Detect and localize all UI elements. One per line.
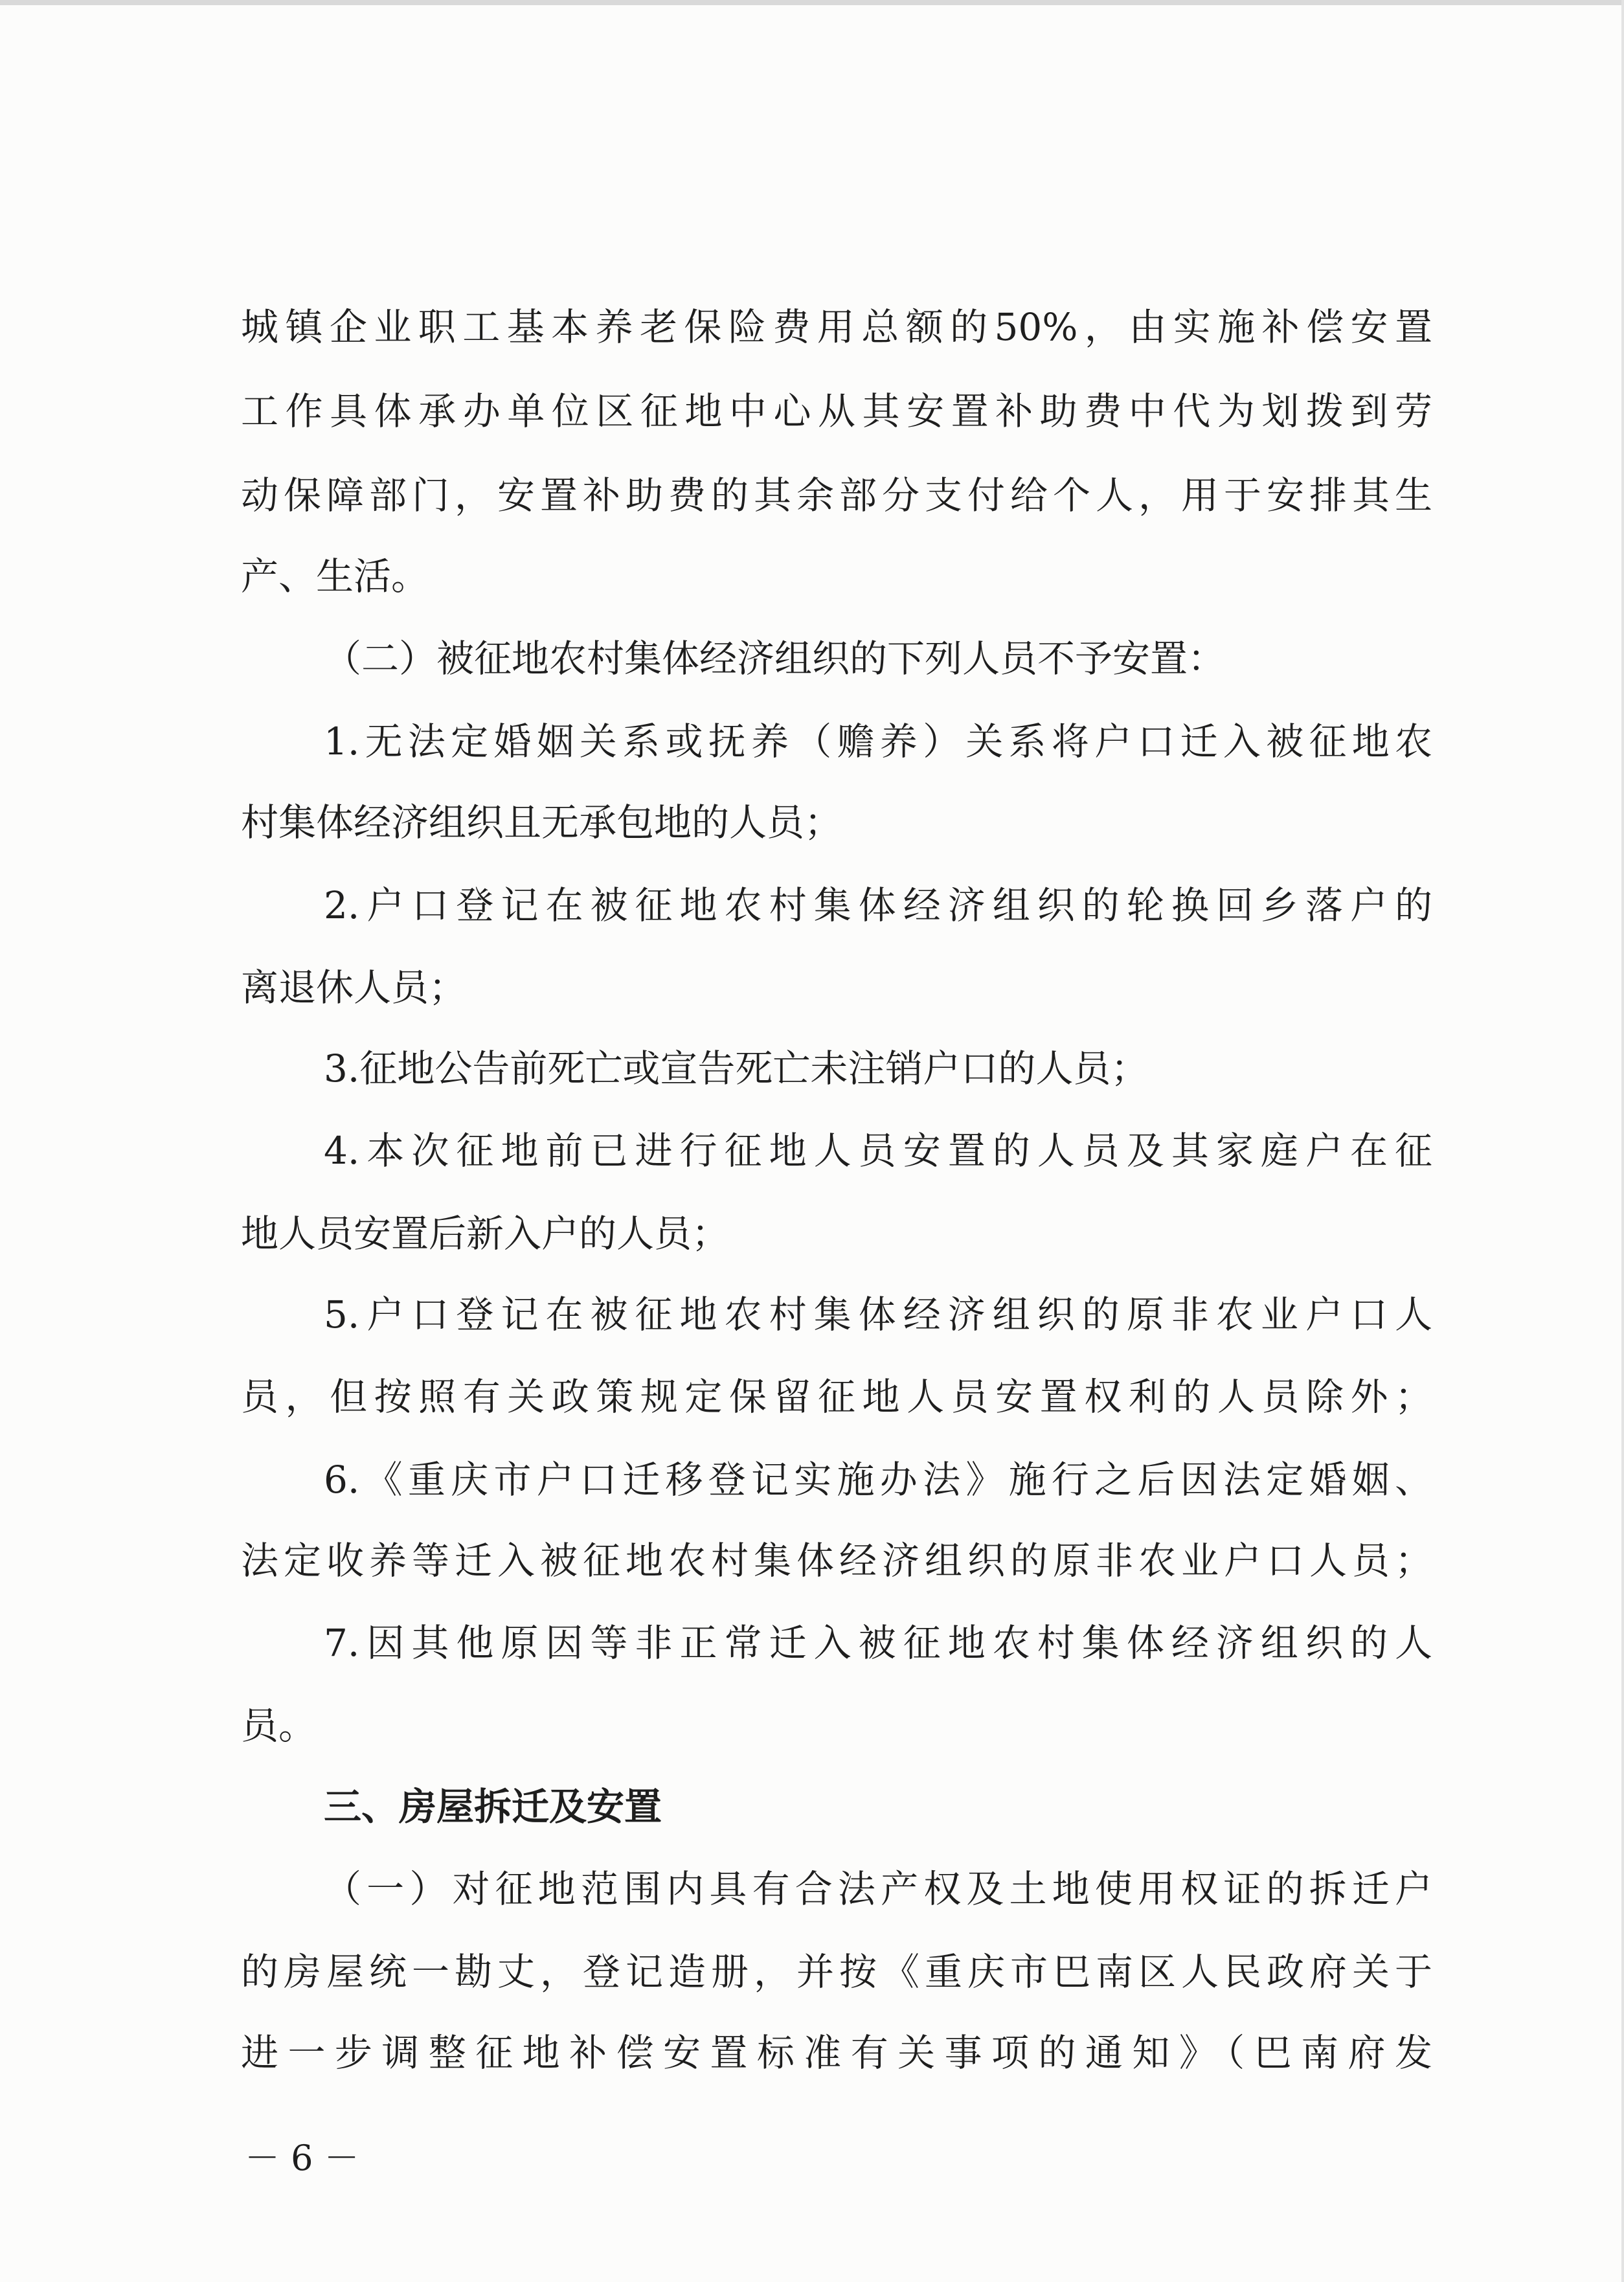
section-subheading: （二）被征地农村集体经济组织的下列人员不予安置： xyxy=(324,637,1226,681)
list-item-line: 5.户口登记在被征地农村集体经济组织的原非农业户口人 xyxy=(324,1293,1432,1337)
list-item-line: 7.因其他原因等非正常迁入被征地农村集体经济组织的人 xyxy=(324,1621,1432,1665)
text-line: 的房屋统一勘丈，登记造册，并按《重庆市巴南区人民政府关于 xyxy=(241,1950,1432,1994)
list-item-line: 地人员安置后新入户的人员； xyxy=(241,1212,730,1256)
list-item-line: 员。 xyxy=(241,1704,317,1748)
text-line: （一）对征地范围内具有合法产权及土地使用权证的拆迁户 xyxy=(324,1867,1432,1911)
list-item-line: 6.《重庆市户口迁移登记实施办法》施行之后因法定婚姻、 xyxy=(324,1458,1432,1502)
scan-border-right xyxy=(1621,0,1624,2282)
list-item-line: 1.无法定婚姻关系或抚养（赡养）关系将户口迁入被征地农 xyxy=(324,719,1432,763)
text-line: 城镇企业职工基本养老保险费用总额的50%，由实施补偿安置 xyxy=(241,305,1432,349)
text-line: 进一步调整征地补偿安置标准有关事项的通知》（巴南府发 xyxy=(241,2031,1432,2075)
list-item-line: 4.本次征地前已进行征地人员安置的人员及其家庭户在征 xyxy=(324,1129,1432,1173)
list-item-line: 3.征地公告前死亡或宣告死亡未注销户口的人员； xyxy=(324,1046,1149,1090)
page-number: － 6 － xyxy=(245,2138,359,2178)
section-heading: 三、房屋拆迁及安置 xyxy=(324,1785,662,1829)
text-line: 产、生活。 xyxy=(241,554,429,598)
list-item-line: 员，但按照有关政策规定保留征地人员安置权利的人员除外； xyxy=(241,1375,1432,1419)
list-item-line: 法定收养等迁入被征地农村集体经济组织的原非农业户口人员； xyxy=(241,1539,1432,1583)
text-line: 动保障部门，安置补助费的其余部分支付给个人，用于安排其生 xyxy=(241,473,1432,517)
list-item-line: 离退休人员； xyxy=(241,966,467,1010)
list-item-line: 村集体经济组织且无承包地的人员； xyxy=(241,800,842,844)
scan-border-top xyxy=(0,0,1624,5)
text-line: 工作具体承办单位区征地中心从其安置补助费中代为划拨到劳 xyxy=(241,389,1432,433)
list-item-line: 2.户口登记在被征地农村集体经济组织的轮换回乡落户的 xyxy=(324,883,1432,927)
